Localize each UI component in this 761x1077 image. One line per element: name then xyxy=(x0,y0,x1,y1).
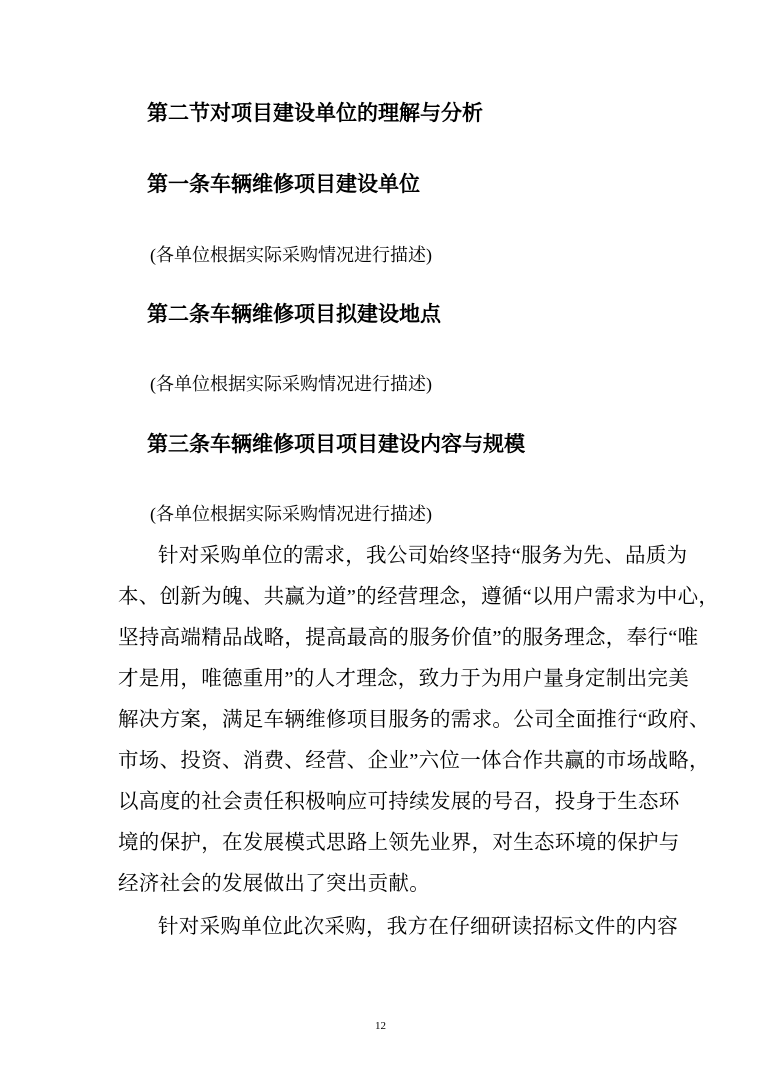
body-line: 解决方案，满足车辆维修项目服务的需求。公司全面推行“政府、 xyxy=(118,709,710,731)
body-line: 境的保护，在发展模式思路上领先业界，对生态环境的保护与 xyxy=(118,832,680,854)
body-line: 市场、投资、消费、经营、企业”六位一体合作共赢的市场战略， xyxy=(118,750,710,772)
body-line: 针对采购单位的需求，我公司始终坚持“服务为先、品质为 xyxy=(158,545,688,567)
section-heading: 第二节对项目建设单位的理解与分析 xyxy=(147,101,483,125)
note-text: (各单位根据实际采购情况进行描述) xyxy=(150,245,432,265)
body-line: 才是用，唯德重用”的人才理念，致力于为用户量身定制出完美 xyxy=(118,668,689,690)
note-text: (各单位根据实际采购情况进行描述) xyxy=(150,504,432,524)
body-line: 本、创新为魄、共赢为道”的经营理念，遵循“以用户需求为中心， xyxy=(118,586,720,608)
article-heading: 第一条车辆维修项目建设单位 xyxy=(147,172,420,196)
page-number: 12 xyxy=(375,1020,386,1032)
article-heading: 第三条车辆维修项目项目建设内容与规模 xyxy=(147,432,525,456)
note-text: (各单位根据实际采购情况进行描述) xyxy=(150,374,432,394)
article-heading: 第二条车辆维修项目拟建设地点 xyxy=(147,302,441,326)
body-line: 针对采购单位此次采购，我方在仔细研读招标文件的内容 xyxy=(158,916,678,938)
body-line: 坚持高端精品战略，提高最高的服务价值”的服务理念，奉行“唯 xyxy=(118,627,699,649)
body-line: 以高度的社会责任积极响应可持续发展的号召，投身于生态环 xyxy=(118,791,680,813)
body-line: 经济社会的发展做出了突出贡献。 xyxy=(118,873,430,895)
